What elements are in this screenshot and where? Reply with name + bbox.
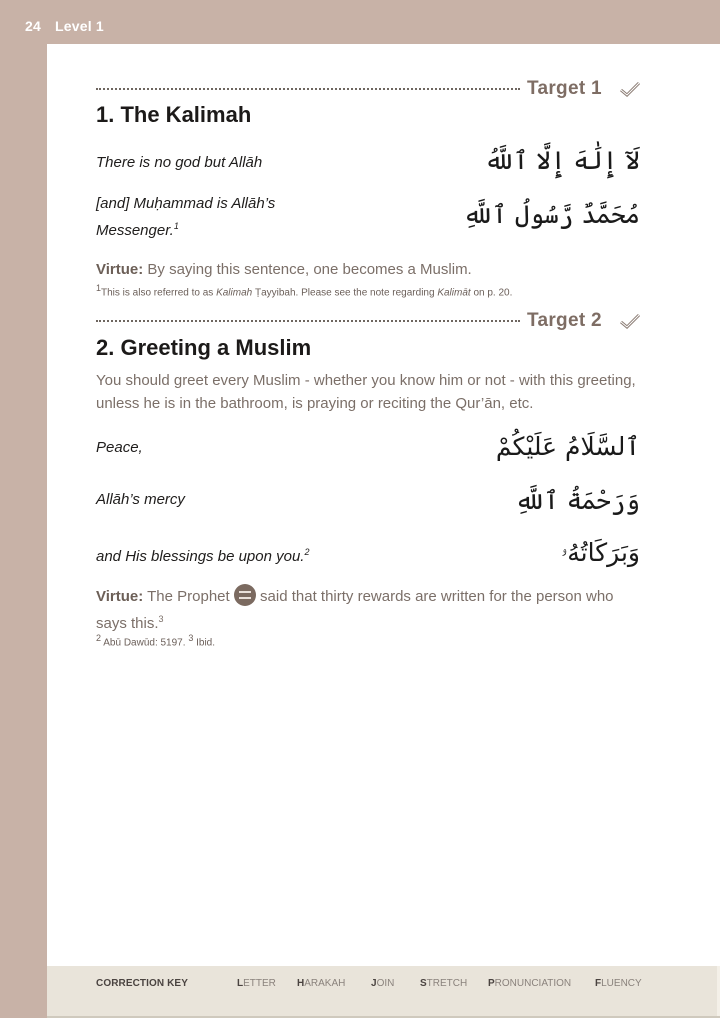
key-harakah [297, 978, 345, 989]
key-initial: L [237, 978, 244, 989]
footnote [96, 633, 215, 648]
key-initial: H [297, 978, 305, 989]
key-rest: ETTER [243, 978, 276, 989]
key-initial: S [420, 978, 427, 989]
target-2-label: Target 2 [527, 310, 602, 331]
footnote-marker: 2 [96, 633, 102, 643]
key-letter [237, 978, 276, 989]
correction-key-title: CORRECTION KEY [96, 978, 188, 989]
top-band [0, 0, 720, 44]
footnote-ref: 1 [173, 221, 179, 231]
virtue-text: By saying this sentence, one becomes a Muslim. [143, 261, 472, 278]
translation-line [96, 541, 310, 568]
translation-line-2: Messenger. [96, 222, 174, 239]
translation-line: Peace, [96, 439, 143, 456]
target-1-row [96, 78, 641, 100]
key-rest: ARAKAH [304, 978, 346, 989]
key-initial: F [595, 978, 602, 989]
arabic-line: وَرَحْمَةُ ٱللَّهِ [514, 486, 640, 515]
key-initial: J [371, 978, 377, 989]
translation-line: Allāh’s mercy [96, 491, 185, 508]
footnote-marker: 3 [188, 633, 194, 643]
section-2-title: 2. Greeting a Muslim [96, 335, 312, 360]
footnote-text: This is also referred to as [101, 287, 217, 299]
key-fluency [595, 978, 642, 989]
checkmark-icon[interactable] [619, 80, 641, 98]
key-initial: P [488, 978, 495, 989]
dotted-divider [96, 320, 520, 322]
target-1-label: Target 1 [527, 78, 602, 99]
arabic-line: وَبَرَكَاتُهُۥ [561, 538, 640, 567]
checkmark-icon[interactable] [619, 312, 641, 330]
key-stretch [420, 978, 467, 989]
arabic-line: مُحَمَّدٌ رَّسُولُ ٱللَّهِ [462, 200, 640, 229]
footnote-text: Abū Dawūd: 5197. [101, 637, 189, 649]
footnote [96, 283, 512, 298]
translation-line [96, 193, 275, 242]
dotted-divider [96, 88, 520, 90]
footnote-italic: Kalimah [216, 287, 253, 299]
virtue-paragraph [96, 258, 641, 281]
intro-paragraph: You should greet every Muslim - whether you know him or not - with this greeting, unless he is in the bathroom, is praying or reciting the Qur’ān, etc. [96, 372, 636, 412]
virtue-label: Virtue: [96, 588, 144, 605]
key-rest: TRETCH [426, 978, 468, 989]
key-rest: OIN [376, 978, 395, 989]
key-rest: LUENCY [601, 978, 642, 989]
virtue-text: said that thirty rewards are written for the person who says this. [96, 588, 614, 632]
key-pronunciation [488, 978, 571, 989]
footnote-italic: Kalimāt [437, 287, 471, 299]
footnote-ref: 3 [158, 614, 164, 624]
target-2-row [96, 310, 641, 332]
footnote-text: on p. 20. [470, 287, 513, 299]
arabic-line: لَآ إِلَٰهَ إِلَّا ٱللَّهُ [484, 146, 640, 175]
pbuh-salutation-icon [234, 584, 256, 606]
translation-text: and His blessings be upon you. [96, 548, 305, 565]
left-margin-band [0, 44, 47, 1018]
footnote-marker: 1 [96, 283, 102, 293]
virtue-text: The Prophet [143, 588, 234, 605]
key-join [371, 978, 394, 989]
running-head [25, 18, 104, 34]
section-1-title: 1. The Kalimah [96, 102, 252, 127]
page-number: 24 [25, 18, 41, 34]
translation-line: There is no god but Allāh [96, 154, 263, 171]
correction-key-footer [47, 966, 720, 1018]
virtue-label: Virtue: [96, 261, 144, 278]
footnote-ref: 2 [304, 547, 310, 557]
arabic-line: ٱلسَّلَامُ عَلَيْكُمْ [495, 432, 640, 461]
translation-line-1: [and] Muḥammad is Allāh’s [96, 195, 276, 212]
footnote-text: Ibid. [193, 637, 216, 649]
key-rest: RONUNCIATION [494, 978, 572, 989]
level-label: Level 1 [54, 18, 104, 34]
footnote-text: Ṭayyibah. Please see the note regarding [252, 287, 438, 299]
virtue-paragraph [96, 584, 641, 635]
